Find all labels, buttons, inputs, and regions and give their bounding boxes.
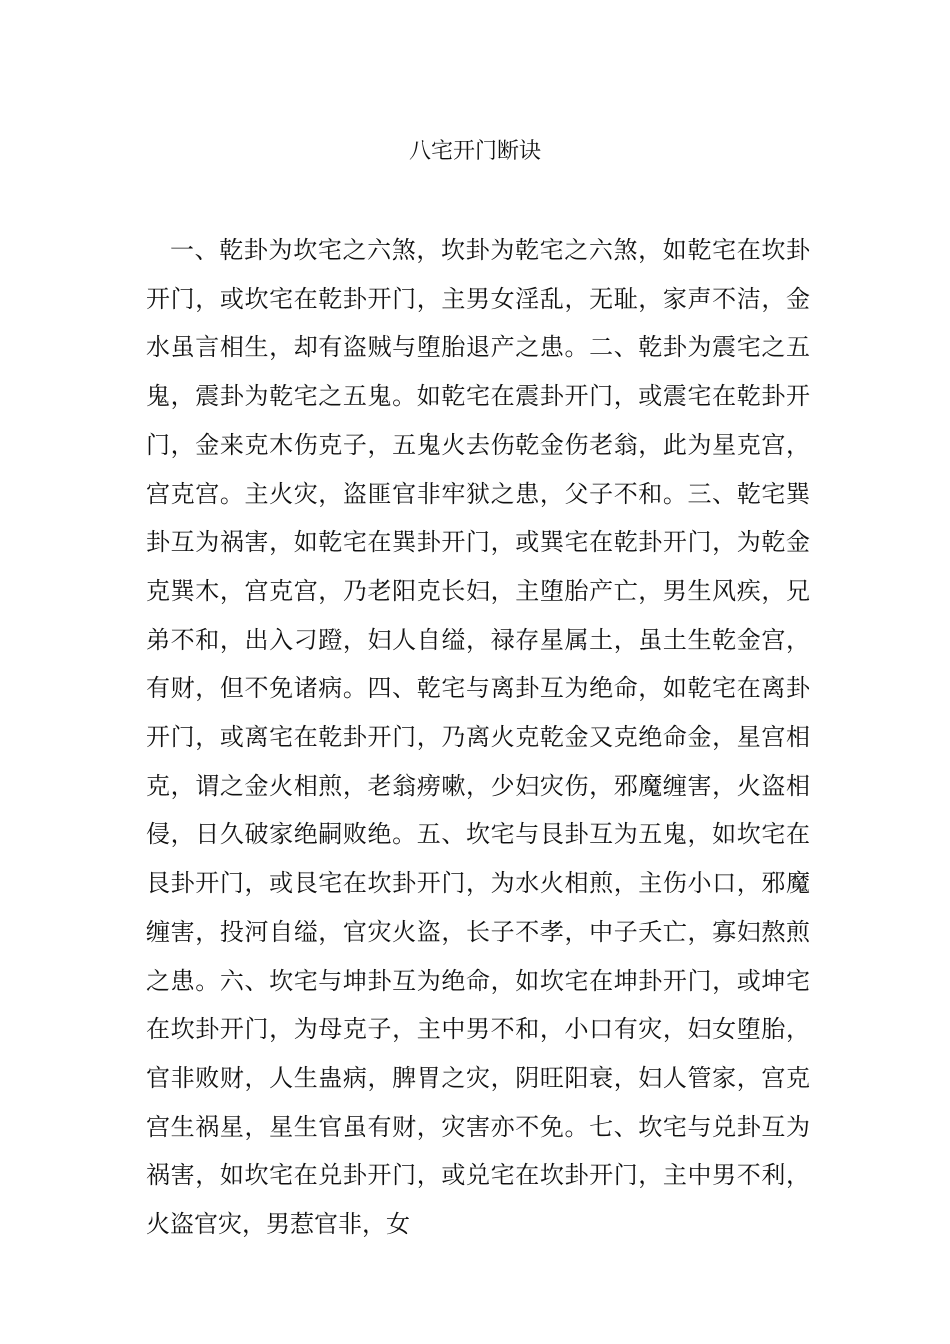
document-body-paragraph: 一、乾卦为坎宅之六煞，坎卦为乾宅之六煞，如乾宅在坎卦开门，或坎宅在乾卦开门，主男女淫乱，无耻，家声不洁，金水虽言相生，却有盗贼与堕胎退产之患。二、乾卦为震宅之五鬼，震卦为乾宅之五鬼。如乾宅在震卦开门，或震宅在乾卦开门，金来克木伤克子，五鬼火去伤乾金伤老翁，此为星克宫，宫克宫。主火灾，盗匪官非牢狱之患，父子不和。三、乾宅巽卦互为祸害，如乾宅在巽卦开门，或巽宅在乾卦开门，为乾金克巽木，宫克宫，乃老阳克长妇，主堕胎产亡，男生风疾，兄弟不和，出入刁蹬，妇人自缢，禄存星属土，虽土生乾金宫，有财，但不免诸病。四、乾宅与离卦互为绝命，如乾宅在离卦开门，或离宅在乾卦开门，乃离火克乾金又克绝命金，星宫相克，谓之金火相煎，老翁痨嗽，少妇灾伤，邪魔缠害，火盗相侵，日久破家绝嗣败绝。五、坎宅与艮卦互为五鬼，如坎宅在艮卦开门，或艮宅在坎卦开门，为水火相煎，主伤小口，邪魔缠害，投河自缢，官灾火盗，长子不孝，中子夭亡，寡妇熬煎之患。六、坎宅与坤卦互为绝命，如坎宅在坤卦开门，或坤宅在坎卦开门，为母克子，主中男不和，小口有灾，妇女堕胎，官非败财，人生蛊病，脾胃之灾，阴旺阳衰，妇人管家，宫克宫生祸星，星生官虽有财，灾害亦不免。七、坎宅与兑卦互为祸害，如坎宅在兑卦开门，或兑宅在坎卦开门，主中男不利，火盗官灾，男惹官非，女 [146,236,810,1239]
document-title: 八宅开门断诀 [408,139,541,164]
